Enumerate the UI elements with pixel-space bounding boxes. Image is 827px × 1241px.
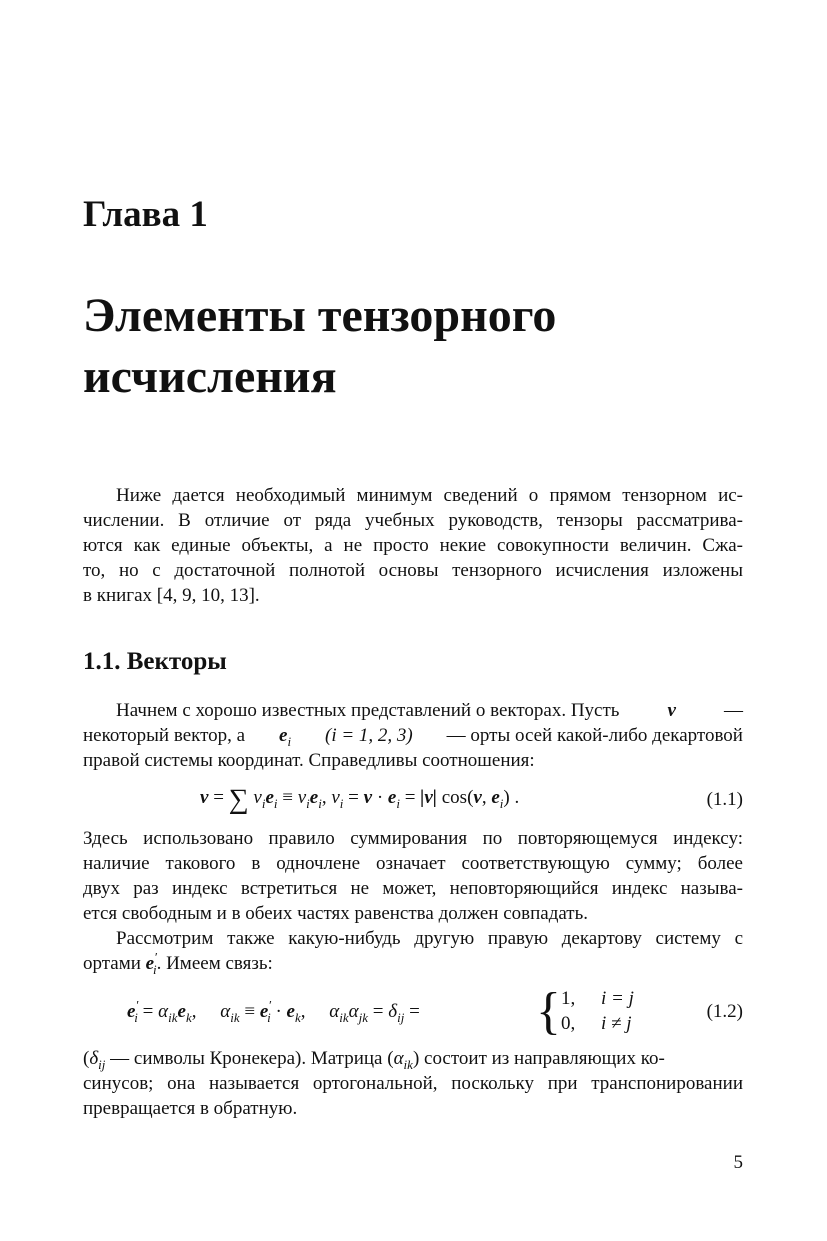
para3-text: . Имеем связь: <box>156 953 273 974</box>
para2-line: Здесь использовано правило суммирования по повторяющемуся индексу: <box>83 828 743 849</box>
para3-text: ортами <box>83 953 141 974</box>
vector-v: v <box>667 700 676 721</box>
equation-number: (1.1) <box>706 789 743 810</box>
para4-line <box>83 1046 743 1071</box>
intro-line: числении. В отличие от ряда учебных руководств, тензоры рассматрива- <box>83 510 743 531</box>
basis-vector: $e_i$ <box>279 725 292 749</box>
intro-line: Ниже дается необходимый минимум сведений о прямом тензорном ис- <box>116 485 743 506</box>
primed-basis-vector: $e'_i$ <box>145 949 157 977</box>
para3-line <box>83 951 273 976</box>
para1-text: некоторый вектор, а <box>83 725 246 746</box>
intro-line: то, но с достаточной полнотой основы тензорного исчисления изложены <box>83 560 743 581</box>
equation-1-2: $e'_i = \alpha_{ik}e_k$, $\alpha_{ik} \equiv e'_i \cdot e_k$, $\alpha_{ik}\alpha_{jk} = \delta_{ij}$ = <box>127 997 420 1025</box>
dash: — <box>724 700 743 721</box>
para4-line: превращается в обратную. <box>83 1098 298 1119</box>
para1-line <box>116 698 743 723</box>
cases-brace: { <box>536 983 561 1040</box>
case-value: 0, <box>561 1013 576 1034</box>
para4-text: ($\delta_{ij}$ — символы Кронекера). Матрица $(\alpha_{ik})$ состоит из направляющих ко- <box>83 1048 665 1072</box>
para2-line: наличие такового в одночлене означает соответствующую сумму; более <box>83 853 743 874</box>
intro-line: в книгах [4, 9, 10, 13]. <box>83 585 260 606</box>
para2-line: двух раз индекс встретиться не может, неповторяющийся индекс называ- <box>83 878 743 899</box>
equation-1-1: v = ∑ $v_ie_i \equiv v_ie_i$, $v_i = v \cdot e_i = |v|$ cos(v, $e_i$) . <box>200 784 520 815</box>
page-number: 5 <box>733 1152 743 1173</box>
para3-line: Рассмотрим также какую-нибудь другую правую декартову систему с <box>116 928 743 949</box>
case-condition: i = j <box>601 988 634 1009</box>
index-range: (i = 1, 2, 3) <box>325 725 413 746</box>
section-title: 1.1. Векторы <box>83 648 227 675</box>
para1-line <box>83 723 743 748</box>
para1-line: правой системы координат. Справедливы соотношения: <box>83 750 535 771</box>
chapter-title-line: исчисления <box>83 350 337 403</box>
chapter-label: Глава 1 <box>83 194 208 235</box>
para1-text: — орты осей какой-либо декартовой <box>446 725 743 746</box>
chapter-title <box>83 285 743 407</box>
para1-text: Начнем с хорошо известных представлений о векторах. Пусть <box>116 700 620 721</box>
para4-line: синусов; она называется ортогональной, поскольку при транспонировании <box>83 1073 743 1094</box>
chapter-title-line: Элементы тензорного <box>83 289 557 342</box>
para2-line: ется свободным и в обеих частях равенства должен совпадать. <box>83 903 589 924</box>
case-value: 1, <box>561 988 576 1009</box>
equation-number: (1.2) <box>706 1001 743 1022</box>
intro-line: ются как единые объекты, а не просто некие совокупности величин. Сжа- <box>83 535 743 556</box>
case-condition: i ≠ j <box>601 1013 632 1034</box>
